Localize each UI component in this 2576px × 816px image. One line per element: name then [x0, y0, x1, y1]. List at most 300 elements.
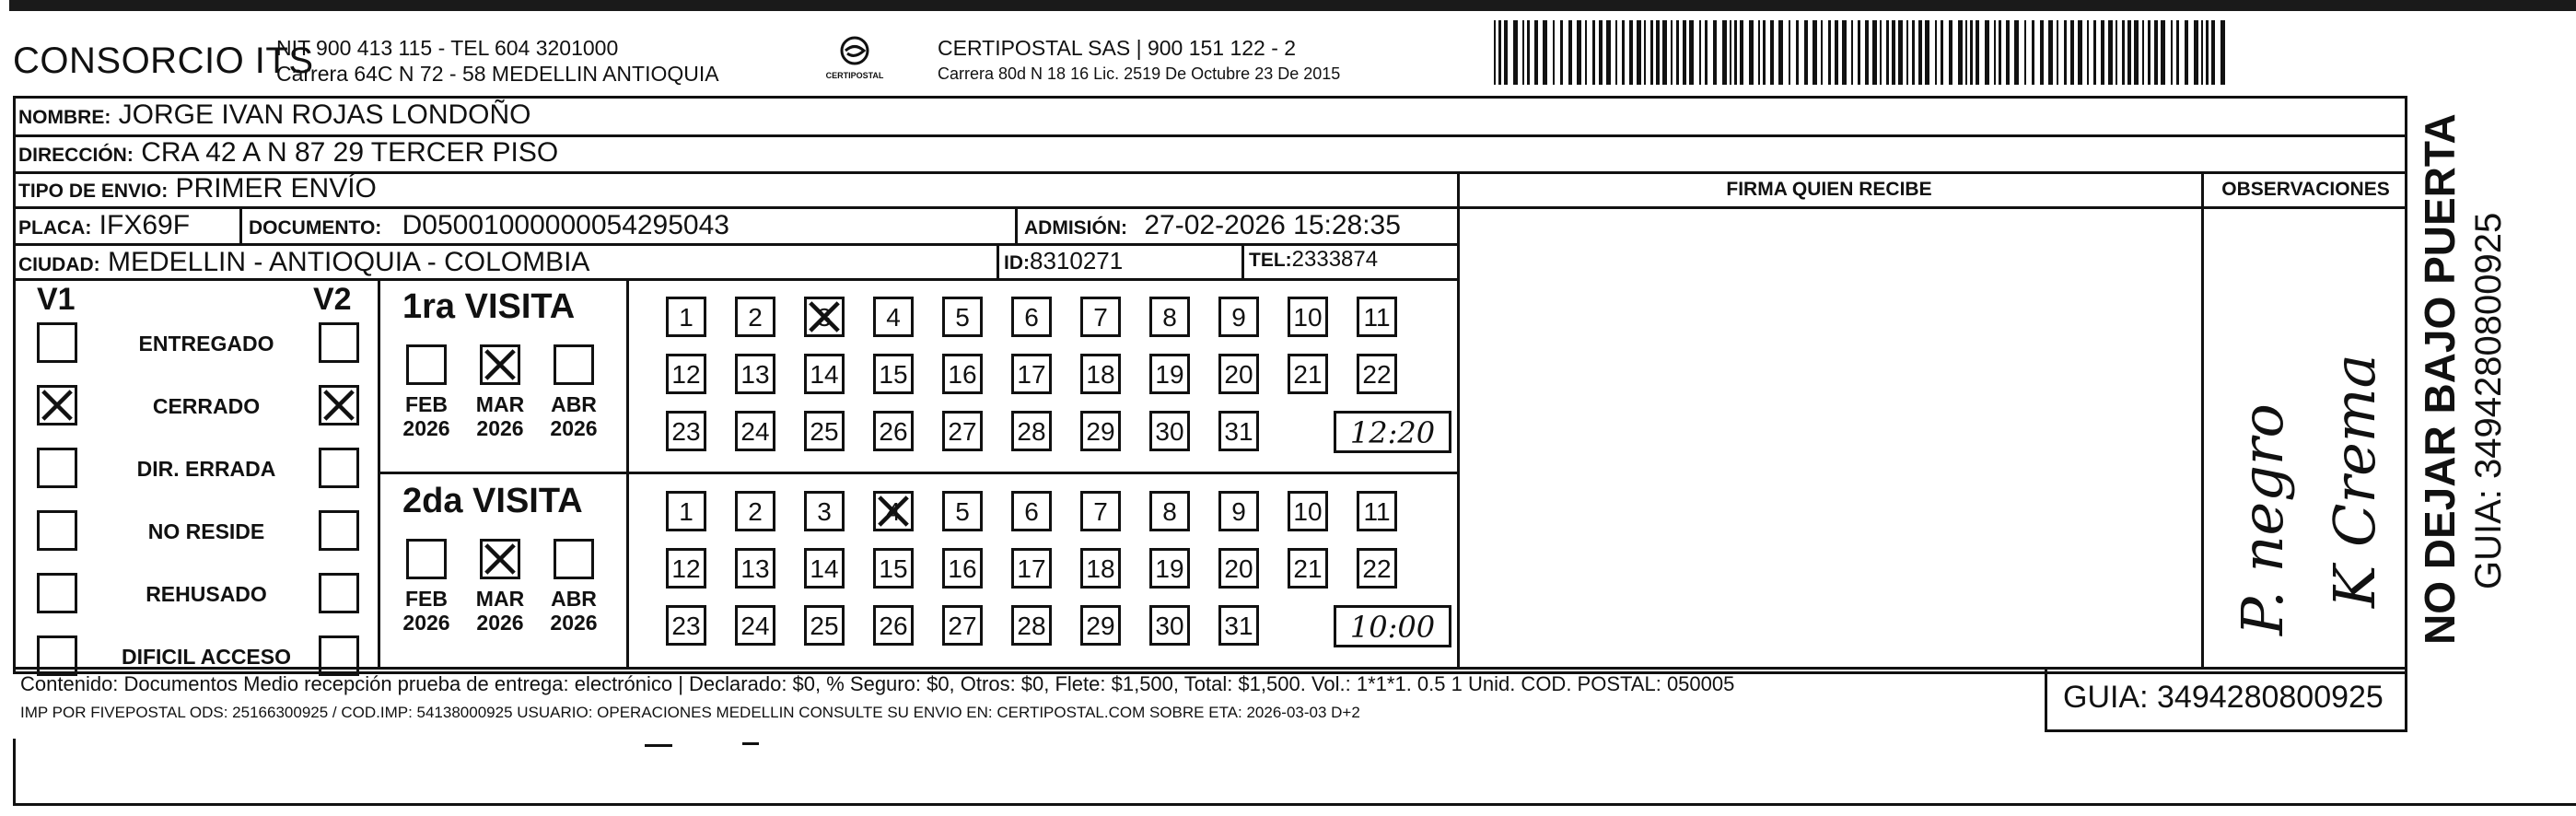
- barcode-bar: [1749, 20, 1754, 85]
- ciudad-row: [18, 247, 589, 278]
- day-cell[interactable]: [1011, 411, 1052, 451]
- tipo-value: PRIMER ENVÍO: [175, 173, 377, 204]
- month-checkbox-abr[interactable]: [554, 344, 594, 385]
- documento-row: [249, 210, 729, 241]
- id-value: 8310271: [1030, 247, 1124, 274]
- day-number: 10: [1293, 497, 1323, 526]
- ciudad-label: CIUDAD:: [18, 254, 100, 275]
- barcode-bar: [1513, 20, 1518, 85]
- day-cell[interactable]: [1080, 297, 1121, 337]
- day-number: 5: [955, 497, 970, 526]
- day-number: 17: [1017, 360, 1046, 389]
- day-cell[interactable]: [1011, 297, 1052, 337]
- barcode-bar: [1813, 20, 1817, 85]
- col-rule: [2405, 667, 2407, 731]
- tel-label: TEL:: [1249, 250, 1292, 271]
- day-number: 24: [740, 612, 770, 640]
- visit-time-box[interactable]: 12:20: [1334, 411, 1451, 453]
- v2-checkbox-rehusado[interactable]: [319, 573, 359, 613]
- barcode-bar: [1958, 20, 1963, 85]
- barcode-bar: [1622, 20, 1625, 85]
- day-number: 9: [1231, 497, 1246, 526]
- day-number: 19: [1155, 554, 1184, 583]
- barcode-bar: [2040, 20, 2044, 85]
- nombre-value: JORGE IVAN ROJAS LONDOÑO: [118, 99, 531, 130]
- barcode-bar: [2161, 20, 2165, 85]
- day-cell[interactable]: [804, 297, 845, 337]
- admision-label: ADMISIÓN:: [1024, 217, 1127, 239]
- nombre-row: [18, 99, 531, 131]
- status-option-label: NO RESIDE: [147, 519, 265, 543]
- check-x-icon: [876, 494, 911, 529]
- month-checkbox-feb[interactable]: [406, 539, 447, 579]
- day-number: 13: [740, 554, 770, 583]
- barcode-bar: [1553, 20, 1555, 85]
- barcode-bar: [1796, 20, 1799, 85]
- day-cell[interactable]: [666, 491, 706, 531]
- day-cell[interactable]: [942, 354, 983, 394]
- barcode-bar: [1662, 20, 1667, 85]
- day-cell[interactable]: [735, 548, 775, 589]
- day-number: 29: [1086, 612, 1115, 640]
- barcode-bar: [2122, 20, 2125, 85]
- barcode-bar: [1599, 20, 1603, 85]
- barcode-bar: [1740, 20, 1743, 85]
- nit-line: NIT 900 413 115 - TEL 604 3201000: [276, 36, 619, 60]
- day-cell[interactable]: [804, 605, 845, 646]
- v1-checkbox-no-reside[interactable]: [37, 510, 77, 551]
- certipostal-logo: [818, 35, 892, 90]
- day-cell[interactable]: [1149, 297, 1190, 337]
- day-number: 15: [879, 554, 908, 583]
- day-cell[interactable]: [1149, 411, 1190, 451]
- day-number: 30: [1155, 612, 1184, 640]
- v1-checkbox-cerrado[interactable]: [37, 385, 77, 425]
- day-cell[interactable]: [735, 411, 775, 451]
- barcode-bar: [1676, 20, 1679, 85]
- day-number: 9: [1231, 303, 1246, 332]
- day-number: 13: [740, 360, 770, 389]
- day-cell[interactable]: [1288, 297, 1328, 337]
- col-rule: [2201, 171, 2204, 667]
- barcode-bar: [1858, 20, 1860, 85]
- day-cell[interactable]: [1149, 354, 1190, 394]
- day-cell[interactable]: [1218, 297, 1259, 337]
- day-cell[interactable]: [804, 491, 845, 531]
- day-cell[interactable]: [942, 548, 983, 589]
- day-number: 18: [1086, 554, 1115, 583]
- day-cell[interactable]: [735, 491, 775, 531]
- row-rule: [13, 206, 1457, 209]
- day-cell[interactable]: [942, 411, 983, 451]
- month-checkbox-mar[interactable]: [480, 539, 520, 579]
- col-rule: [1241, 245, 1244, 280]
- v2-checkbox-dir-errada[interactable]: [319, 448, 359, 488]
- day-number: 8: [1162, 497, 1177, 526]
- day-number: 16: [948, 554, 977, 583]
- day-cell[interactable]: [666, 354, 706, 394]
- barcode-bar: [1734, 20, 1737, 85]
- visit-time-box[interactable]: 10:00: [1334, 605, 1451, 647]
- barcode-bar: [1851, 20, 1853, 85]
- check-x-icon: [807, 299, 842, 334]
- day-number: 25: [810, 612, 839, 640]
- day-number: 7: [1093, 497, 1108, 526]
- month-year: 2026: [402, 416, 450, 440]
- day-cell[interactable]: [1011, 491, 1052, 531]
- courier-line: CERTIPOSTAL SAS | 900 151 122 - 2: [938, 36, 1297, 60]
- day-cell[interactable]: [1080, 354, 1121, 394]
- col-rule: [2045, 667, 2047, 731]
- day-cell[interactable]: [1218, 491, 1259, 531]
- direccion-label: DIRECCIÓN:: [18, 145, 134, 166]
- visit-panel-1: [380, 280, 1457, 472]
- barcode-bar: [2127, 20, 2131, 85]
- col-rule: [239, 208, 242, 243]
- day-number: 2: [748, 497, 763, 526]
- barcode-bar: [1683, 20, 1686, 85]
- barcode-bar: [1592, 20, 1595, 85]
- day-cell[interactable]: [1011, 548, 1052, 589]
- day-cell[interactable]: [1357, 548, 1397, 589]
- barcode-bar: [1650, 20, 1653, 85]
- day-cell[interactable]: [942, 491, 983, 531]
- day-cell[interactable]: [1080, 491, 1121, 531]
- documento-value: D05001000000054295043: [402, 210, 729, 240]
- v1-checkbox-dificil-acceso[interactable]: [37, 635, 77, 676]
- v2-checkbox-no-reside[interactable]: [319, 510, 359, 551]
- barcode-bar: [1994, 20, 1996, 85]
- day-cell[interactable]: [873, 411, 914, 451]
- barcode-bar: [1935, 20, 1937, 85]
- barcode-bar: [1722, 20, 1727, 85]
- barcode-bar: [2070, 20, 2074, 85]
- barcode-bar: [2171, 20, 2173, 85]
- day-number: 4: [886, 497, 901, 526]
- observaciones-header: OBSERVACIONES: [2221, 179, 2390, 200]
- barcode-bar: [1872, 20, 1877, 85]
- month-name: ABR: [551, 587, 597, 611]
- barcode-bar: [2108, 20, 2113, 85]
- tel-row: [1249, 247, 1378, 273]
- barcode-bar: [1713, 20, 1717, 85]
- day-cell[interactable]: [873, 605, 914, 646]
- barcode-bar: [1970, 20, 1973, 85]
- observaciones-line2: K Crema: [2321, 354, 2388, 608]
- id-label: ID:: [1004, 252, 1030, 274]
- tipo-row: [18, 173, 377, 204]
- day-cell[interactable]: [735, 605, 775, 646]
- day-number: 17: [1017, 554, 1046, 583]
- day-cell[interactable]: [666, 548, 706, 589]
- day-cell[interactable]: [735, 297, 775, 337]
- day-number: 20: [1224, 554, 1253, 583]
- barcode-bar: [2014, 20, 2019, 85]
- day-cell[interactable]: [666, 411, 706, 451]
- barcode-bar: [1543, 20, 1547, 85]
- col-rule: [1015, 208, 1018, 243]
- day-number: 3: [817, 303, 832, 332]
- barcode-bar: [1699, 20, 1701, 85]
- barcode-bar: [1898, 20, 1903, 85]
- day-number: 31: [1224, 417, 1253, 446]
- day-cell[interactable]: [942, 605, 983, 646]
- day-cell[interactable]: [1357, 491, 1397, 531]
- day-number: 19: [1155, 360, 1184, 389]
- day-number: 11: [1363, 303, 1391, 332]
- check-x-icon: [483, 542, 518, 577]
- day-number: 12: [671, 554, 701, 583]
- footer-imp: IMP POR FIVEPOSTAL ODS: 25166300925 / COD.IMP: 54138000925 USUARIO: OPERACIONES MEDELLIN CONSULTE SU ENVIO EN: CERTIPOSTAL.COM SOBRE ETA: 2026-03-03 D+2: [20, 704, 1360, 721]
- row-rule: [13, 667, 2407, 670]
- status-option-label: ENTREGADO: [138, 332, 274, 356]
- barcode-bar: [1637, 20, 1641, 85]
- month-checkbox-feb[interactable]: [406, 344, 447, 385]
- barcode-bar: [2116, 20, 2117, 85]
- barcode-bar: [2101, 20, 2104, 85]
- status-option-label: DIFICIL ACCESO: [121, 645, 291, 669]
- day-cell[interactable]: [1357, 297, 1397, 337]
- barcode-bar: [2064, 20, 2067, 85]
- day-number: 26: [879, 612, 908, 640]
- day-cell[interactable]: [873, 491, 914, 531]
- visit-panel-2: [380, 474, 1457, 667]
- license-line: Carrera 80d N 18 16 Lic. 2519 De Octubre 23 De 2015: [938, 64, 1341, 83]
- barcode-bar: [1965, 20, 1967, 85]
- day-cell[interactable]: [1218, 411, 1259, 451]
- status-option-label: REHUSADO: [146, 582, 267, 606]
- barcode-bar: [2148, 20, 2151, 85]
- month-name: ABR: [551, 392, 597, 416]
- day-cell[interactable]: [735, 354, 775, 394]
- barcode-bar: [1985, 20, 1989, 85]
- day-cell[interactable]: [666, 605, 706, 646]
- day-number: 26: [879, 417, 908, 446]
- day-number: 2: [748, 303, 763, 332]
- barcode-bar: [2185, 20, 2188, 85]
- nombre-label: NOMBRE:: [18, 107, 111, 128]
- day-number: 11: [1363, 497, 1391, 526]
- day-cell[interactable]: [1357, 354, 1397, 394]
- day-number: 6: [1024, 303, 1039, 332]
- top-rule: [9, 0, 2576, 11]
- barcode-bar: [1835, 20, 1838, 85]
- day-number: 8: [1162, 303, 1177, 332]
- day-cell[interactable]: [804, 411, 845, 451]
- day-cell[interactable]: [1149, 605, 1190, 646]
- barcode-bar: [1912, 20, 1915, 85]
- side-guia: GUIA: 3494280800925: [2468, 212, 2509, 589]
- v1-checkbox-dir-errada[interactable]: [37, 448, 77, 488]
- day-cell[interactable]: [666, 297, 706, 337]
- barcode-bar: [1763, 20, 1766, 85]
- day-number: 29: [1086, 417, 1115, 446]
- barcode-bar: [1941, 20, 1943, 85]
- row-rule: [13, 243, 1457, 246]
- day-number: 5: [955, 303, 970, 332]
- barcode-bar: [1577, 20, 1581, 85]
- day-cell[interactable]: [804, 354, 845, 394]
- barcode-bar: [1821, 20, 1823, 85]
- day-number: 25: [810, 417, 839, 446]
- placa-row: [18, 210, 190, 241]
- placa-label: PLACA:: [18, 217, 92, 239]
- tel-value: 2333874: [1291, 247, 1379, 272]
- day-cell[interactable]: [1011, 354, 1052, 394]
- status-option-label: CERRADO: [152, 394, 261, 418]
- day-cell[interactable]: [1149, 491, 1190, 531]
- v2-checkbox-cerrado[interactable]: [319, 385, 359, 425]
- day-cell[interactable]: [1080, 605, 1121, 646]
- barcode-bar: [1560, 20, 1563, 85]
- mark: [645, 744, 672, 747]
- month-year: 2026: [476, 611, 524, 635]
- day-cell[interactable]: [804, 548, 845, 589]
- day-number: 3: [817, 497, 832, 526]
- day-cell[interactable]: [1080, 548, 1121, 589]
- day-number: 14: [810, 360, 839, 389]
- barcode-bar: [1504, 20, 1508, 85]
- logo-text: CERTIPOSTAL: [825, 71, 884, 80]
- row-rule: [2045, 729, 2407, 732]
- month-year: 2026: [402, 611, 450, 635]
- month-year: 2026: [550, 611, 598, 635]
- day-number: 12: [671, 360, 701, 389]
- barcode-bar: [1534, 20, 1538, 85]
- documento-label: DOCUMENTO:: [249, 217, 382, 239]
- barcode-bar: [1527, 20, 1530, 85]
- barcode-bar: [2087, 20, 2089, 85]
- visit-title: 2da VISITA: [402, 482, 583, 520]
- barcode-bar: [1976, 20, 1979, 85]
- v2-checkbox-entregado[interactable]: [319, 322, 359, 363]
- tipo-label: TIPO DE ENVIO:: [18, 181, 169, 202]
- visit-title: 1ra VISITA: [402, 287, 576, 326]
- barcode-bar: [1906, 20, 1908, 85]
- check-x-icon: [40, 388, 75, 423]
- month-checkbox-abr[interactable]: [554, 539, 594, 579]
- day-number: 27: [948, 417, 977, 446]
- barcode-bar: [2176, 20, 2179, 85]
- check-x-icon: [483, 347, 518, 382]
- barcode-bar: [2154, 20, 2158, 85]
- direccion-value: CRA 42 A N 87 29 TERCER PISO: [141, 137, 559, 168]
- day-number: 21: [1293, 360, 1323, 389]
- barcode-bar: [2211, 20, 2215, 85]
- v2-label: V2: [313, 282, 352, 317]
- barcode-bar: [1494, 20, 1496, 85]
- barcode-bar: [1629, 20, 1633, 85]
- direccion-row: [18, 137, 558, 169]
- day-number: 23: [671, 612, 701, 640]
- day-cell[interactable]: [873, 548, 914, 589]
- day-number: 21: [1293, 554, 1323, 583]
- barcode-bar: [2134, 20, 2139, 85]
- barcode-bar: [1865, 20, 1869, 85]
- barcode-bar: [1886, 20, 1889, 85]
- day-number: 28: [1017, 417, 1046, 446]
- month-year: 2026: [550, 416, 598, 440]
- day-number: 1: [679, 303, 694, 332]
- barcode-bar: [1949, 20, 1952, 85]
- month-checkbox-mar[interactable]: [480, 344, 520, 385]
- barcode-bar: [2093, 20, 2096, 85]
- v1-label: V1: [37, 282, 76, 317]
- day-number: 14: [810, 554, 839, 583]
- barcode-bar: [1656, 20, 1660, 85]
- edge-rule: [13, 739, 16, 805]
- footer-contenido: Contenido: Documentos Medio recepción prueba de entrega: electrónico | Declarado: $0, % Seguro: $0, Otros: $0, Flete: $1,500, Total: $1,500. Vol.: 1*1*1. 0.5 1 Unid. COD. POSTAL: 050005: [20, 672, 1735, 695]
- barcode-bar: [2048, 20, 2053, 85]
- month-name: MAR: [475, 587, 525, 611]
- barcode-bar: [2078, 20, 2082, 85]
- v1-checkbox-entregado[interactable]: [37, 322, 77, 363]
- month-name: FEB: [405, 587, 448, 611]
- barcode-bar: [1842, 20, 1847, 85]
- day-number: 10: [1293, 303, 1323, 332]
- barcode-bar: [2032, 20, 2034, 85]
- day-number: 22: [1362, 554, 1392, 583]
- logo-mark-icon: [836, 35, 873, 66]
- barcode-bar: [1522, 20, 1524, 85]
- barcode: [1494, 20, 2227, 85]
- day-number: 24: [740, 417, 770, 446]
- day-number: 1: [679, 497, 694, 526]
- admision-row: [1024, 210, 1401, 241]
- day-cell[interactable]: [942, 297, 983, 337]
- day-number: 16: [948, 360, 977, 389]
- v2-checkbox-dificil-acceso[interactable]: [319, 635, 359, 676]
- day-cell[interactable]: [1080, 411, 1121, 451]
- day-cell[interactable]: [1288, 491, 1328, 531]
- signature-area[interactable]: [1460, 209, 2201, 667]
- day-cell[interactable]: [1218, 605, 1259, 646]
- day-cell[interactable]: [873, 297, 914, 337]
- mark: [742, 742, 759, 745]
- firma-header: FIRMA QUIEN RECIBE: [1726, 179, 1932, 200]
- barcode-bar: [1671, 20, 1673, 85]
- day-cell[interactable]: [1288, 354, 1328, 394]
- ciudad-value: MEDELLIN - ANTIOQUIA - COLOMBIA: [108, 247, 590, 277]
- barcode-bar: [1498, 20, 1501, 85]
- day-cell[interactable]: [873, 354, 914, 394]
- barcode-bar: [1925, 20, 1929, 85]
- barcode-bar: [1789, 20, 1790, 85]
- observaciones-line1: P. negro: [2229, 403, 2296, 635]
- day-cell[interactable]: [1288, 548, 1328, 589]
- barcode-bar: [2006, 20, 2010, 85]
- barcode-bar: [2194, 20, 2198, 85]
- barcode-bar: [2024, 20, 2026, 85]
- edge-rule: [13, 803, 2576, 806]
- day-cell[interactable]: [1218, 548, 1259, 589]
- day-number: 27: [948, 612, 977, 640]
- day-cell[interactable]: [1011, 605, 1052, 646]
- day-cell[interactable]: [1218, 354, 1259, 394]
- barcode-bar: [1880, 20, 1882, 85]
- address-line: Carrera 64C N 72 - 58 MEDELLIN ANTIOQUIA: [276, 62, 719, 86]
- barcode-bar: [2206, 20, 2209, 85]
- day-cell[interactable]: [1149, 548, 1190, 589]
- day-number: 20: [1224, 360, 1253, 389]
- day-number: 6: [1024, 497, 1039, 526]
- status-options: [13, 313, 378, 667]
- check-x-icon: [321, 388, 356, 423]
- month-name: FEB: [405, 392, 448, 416]
- v1-checkbox-rehusado[interactable]: [37, 573, 77, 613]
- day-number: 4: [886, 303, 901, 332]
- id-row: [1004, 247, 1123, 275]
